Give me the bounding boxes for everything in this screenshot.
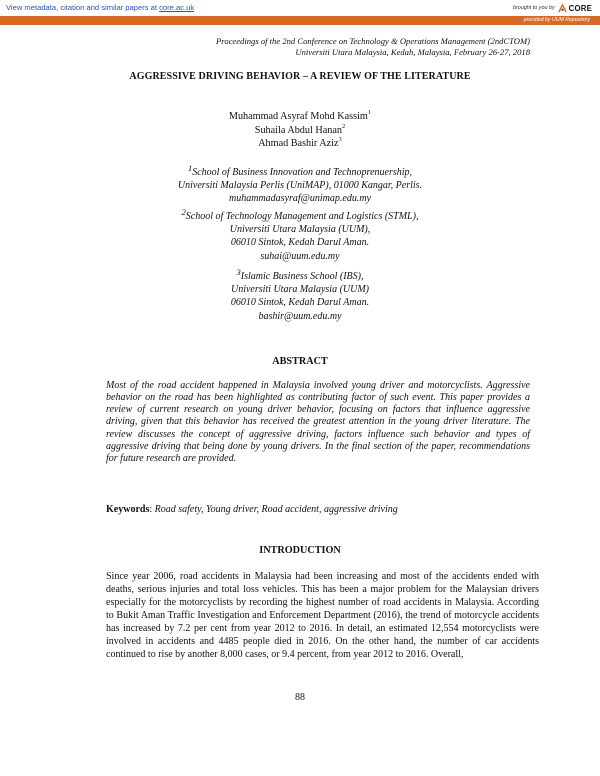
author-1 <box>0 110 600 124</box>
author-3 <box>0 137 600 151</box>
core-banner <box>0 0 600 16</box>
author-name: Ahmad Bashir Aziz <box>258 138 339 149</box>
affiliation-num: 1 <box>187 163 193 173</box>
author-sup: 1 <box>367 109 372 116</box>
provider-bar <box>0 16 600 25</box>
keywords-label: Keywords <box>106 504 150 515</box>
core-ac-uk-link[interactable]: core.ac.uk <box>159 3 195 12</box>
brought-by-text: brought to you by <box>513 5 555 11</box>
affiliation-line: Universiti Malaysia Perlis (UniMAP), 01000 Kangar, Perlis. <box>177 180 423 192</box>
affiliation-line: School of Technology Management and Logistics (STML), <box>185 211 419 222</box>
affiliation-line: 06010 Sintok, Kedah Darul Aman. <box>230 297 370 309</box>
author-list <box>0 110 600 151</box>
author-name: Suhaila Abdul Hanan <box>254 124 342 136</box>
keywords-values: Road safety, Young driver, Road accident, aggressive driving <box>154 504 398 515</box>
affiliation-line: Islamic Business School (IBS), <box>240 271 364 282</box>
affiliation-email: muhammadasyraf@unimap.edu.my <box>229 193 371 205</box>
core-label: CORE <box>568 3 592 13</box>
affiliation-1 <box>0 163 600 206</box>
affiliation-2 <box>0 207 600 263</box>
affiliation-line: School of Business Innovation and Technoprenuership, <box>192 167 413 178</box>
keywords: Keywords: Road safety, Young driver, Road accident, aggressive driving <box>106 504 398 515</box>
proceedings-header <box>216 36 530 58</box>
paper-title: AGGRESSIVE DRIVING BEHAVIOR – A REVIEW OF THE LITERATURE <box>129 71 471 82</box>
author-2 <box>0 124 600 138</box>
affiliation-line: 06010 Sintok, Kedah Darul Aman. <box>230 237 370 249</box>
introduction-heading: INTRODUCTION <box>259 545 341 556</box>
affiliation-num: 3 <box>236 267 241 277</box>
affiliation-3 <box>0 267 600 323</box>
proceedings-line-2: Universiti Utara Malaysia, Kedah, Malaysia, February 26-27, 2018 <box>295 47 530 57</box>
author-sup: 3 <box>338 136 342 143</box>
affiliation-line: Universiti Utara Malaysia (UUM) <box>230 284 370 296</box>
page-number: 88 <box>295 692 305 703</box>
author-sup: 2 <box>341 122 346 130</box>
affiliation-line: Universiti Utara Malaysia (UUM), <box>229 224 371 236</box>
introduction-text: Since year 2006, road accidents in Malaysia had been increasing and most of the accidents ended with deaths, serious injuries and total loss vehicles. This has been a major problem for the Malaysian drivers especially for the motorcyclists by recording the highest number of road accidents in Malaysia. According to Bukit Aman Traffic Investigation and Enforcement Department (2016), the trend of motorcycle accidents has increased by 7.2 per cent from year 2012 to 2016. In detail, an estimated 12,554 motorcyclists were involved in accidents and 4485 people died in 2016. On the other hand, the number of car accidents continued to rise by another 8,000 cases, or 9.4 percent, from year 2012 to 2016. Overall, <box>106 571 539 660</box>
core-logo-icon <box>558 4 567 13</box>
core-credit[interactable] <box>513 2 592 14</box>
affiliation-email: bashir@uum.edu.my <box>258 310 342 322</box>
abstract-heading: ABSTRACT <box>272 356 328 367</box>
provided-by-text[interactable]: provided by UUM Repository <box>523 16 590 23</box>
author-name: Muhammad Asyraf Mohd Kassim <box>228 111 368 122</box>
metadata-prefix: View metadata, citation and similar papers at <box>6 3 160 12</box>
affiliation-num: 2 <box>181 207 186 217</box>
proceedings-line-1: Proceedings of the 2nd Conference on Technology & Operations Management (2ndCTOM) <box>216 36 530 46</box>
abstract-text: Most of the road accident happened in Malaysia involved young driver and motorcyclists. Aggressive behavior on the road has been highlighted as contributing factor of such event. This paper provides a review of current research on young driver behavior, focusing on factors that influence aggressive driving, given that this behavior has received the greatest attention in the young driver literature. The review discusses the concept of aggressive driving, factors influence such behavior and types of aggressive driving that being done by young drivers. In the final section of the paper, recommendations for future research are provided. <box>106 380 530 464</box>
affiliation-email: suhai@uum.edu.my <box>260 250 340 262</box>
metadata-link[interactable] <box>6 3 194 12</box>
